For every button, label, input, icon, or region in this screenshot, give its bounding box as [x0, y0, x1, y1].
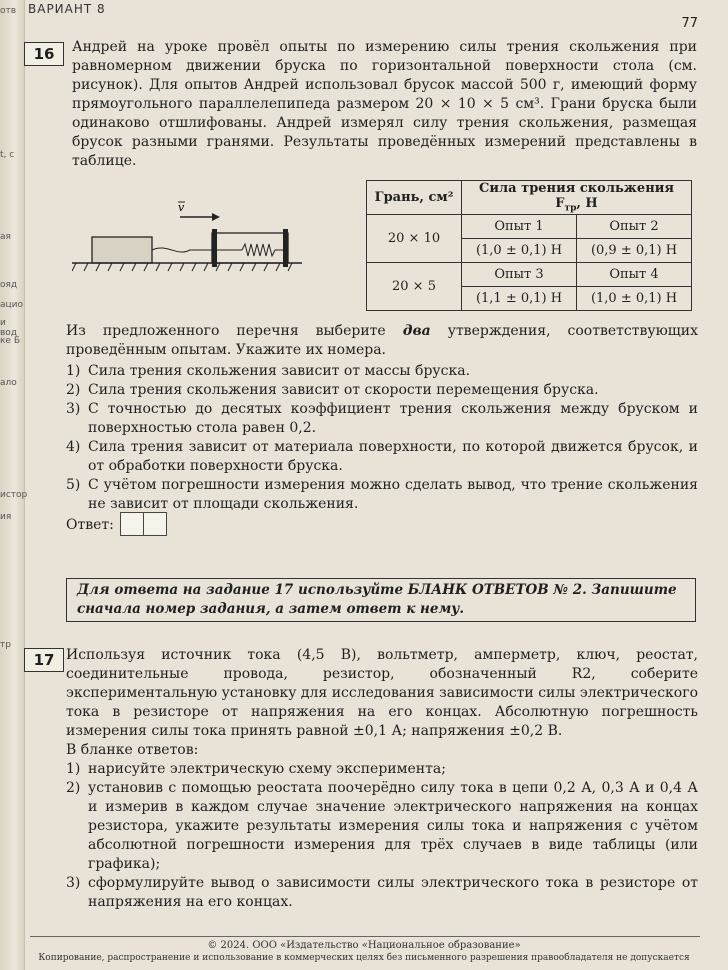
face-cell: 20 × 5 [367, 262, 462, 310]
velocity-label: v [178, 201, 185, 214]
answer-sheet-notice: Для ответа на задание 17 используйте БЛАНК ОТВЕТОВ № 2. Запишите сначала номер задания, а затем ответ к нему. [66, 578, 696, 622]
task-16-instruction: Из предложенного перечня выберите два утверждения, соответствующих проведённым опытам. Укажите их номера. [66, 323, 699, 358]
option-item: 5) С учётом погрешности измерения можно сделать вывод, что трение скольжения не зависит от площади скольжения. [66, 477, 698, 512]
wooden-block [92, 237, 152, 263]
footer-copyright: © 2024. ООО «Издательство «Национальное образование» [207, 940, 521, 951]
task-16-options [66, 362, 698, 514]
experiment-label: Опыт 3 [462, 262, 577, 286]
task-16-number: 16 [24, 42, 64, 66]
option-item: 4) Сила трения зависит от материала поверхности, по которой движется брусок, и от обработки поверхности бруска. [66, 439, 698, 474]
results-table [366, 180, 692, 311]
list-item: 1) нарисуйте электрическую схему эксперимента; [66, 761, 446, 777]
answer-box-1[interactable] [120, 512, 144, 536]
task-17-subhead: В бланке ответов: [66, 742, 199, 758]
edge-fragment: ия [0, 512, 12, 522]
face-cell: 20 × 10 [367, 214, 462, 262]
list-item: 3) сформулируйте вывод о зависимости силы электрического тока в резисторе от напряжения на его концах. [66, 875, 698, 910]
option-item: 3) С точностью до десятых коэффициент трения скольжения между бруском и поверхностью стола равен 0,2. [66, 401, 698, 436]
measurement-value: (1,0 ± 0,1) Н [577, 286, 692, 310]
thread [152, 248, 212, 252]
task-16-text: Андрей на уроке провёл опыты по измерению силы трения скольжения при равномерном движении бруска по горизонтальной поверхности стола (см. рисунок). Для опытов Андрей использовал брусок массой 500 г, имеющий форму прямоугольного параллелепипеда размером 20 × 10 × 5 см³. Грани бруска были одинаково отшлифованы. Андрей измерял силу трения скольжения, размещая брусок разными гранями. Результаты проведённых измерений представлены в таблице. [72, 39, 697, 169]
header-force: Сила трения скольжения $F_{тр}$, Н [462, 181, 692, 215]
edge-fragment: тр [0, 640, 11, 650]
edge-fragment: ацио [0, 300, 23, 310]
list-item: 2) установив с помощью реостата поочерёдно силу тока в цепи 0,2 А, 0,3 А и 0,4 А и измерив в каждом случае значение электрического напряжения на концах резистора, укажите результаты измерения силы тока и напряжения с учётом абсолютной погрешности измерения для трёх случаев в виде таблицы (или графика); [66, 780, 698, 872]
edge-fragment: истор [0, 490, 28, 500]
spring [242, 244, 283, 256]
answer-box-2[interactable] [143, 512, 167, 536]
experiment-label: Опыт 1 [462, 214, 577, 238]
footer-divider [30, 936, 700, 937]
measurement-value: (1,0 ± 0,1) Н [462, 238, 577, 262]
experiment-figure [72, 195, 302, 275]
footer-notice: Копирование, распространение и использование в коммерческих целях без письменного разрешения правообладателя не допускается [38, 953, 690, 963]
variant-header: ВАРИАНТ 8 [28, 2, 106, 16]
page-number: 77 [681, 16, 698, 31]
measurement-value: (0,9 ± 0,1) Н [577, 238, 692, 262]
experiment-label: Опыт 4 [577, 262, 692, 286]
task-17-number: 17 [24, 648, 64, 672]
measurement-value: (1,1 ± 0,1) Н [462, 286, 577, 310]
experiment-label: Опыт 2 [577, 214, 692, 238]
edge-fragment: отв [0, 6, 17, 16]
task-17-text: Используя источник тока (4,5 В), вольтметр, амперметр, ключ, реостат, соединительные провода, резистор, обозначенный R2, соберите экспериментальную установку для исследования зависимости силы электрического тока в резисторе от напряжения на его концах. Абсолютную погрешность измерения силы тока принять равной ±0,1 А; напряжения ±0,2 В. [66, 647, 698, 739]
page-edge-strip [0, 0, 28, 970]
edge-fragment: ояд [0, 280, 18, 290]
task-17-list [66, 741, 698, 912]
edge-fragment: ая [0, 232, 11, 242]
edge-fragment: t, c [0, 150, 15, 160]
option-item: 1) Сила трения скольжения зависит от массы бруска. [66, 363, 471, 379]
header-face: Грань, см² [367, 181, 462, 215]
velocity-arrowhead [212, 213, 220, 221]
edge-fragment: и вод [0, 318, 18, 338]
edge-fragment: ке Б [0, 336, 21, 346]
option-item: 2) Сила трения скольжения зависит от скорости перемещения бруска. [66, 382, 599, 398]
answer-label: Ответ: [66, 517, 114, 533]
edge-fragment: ало [0, 378, 17, 388]
